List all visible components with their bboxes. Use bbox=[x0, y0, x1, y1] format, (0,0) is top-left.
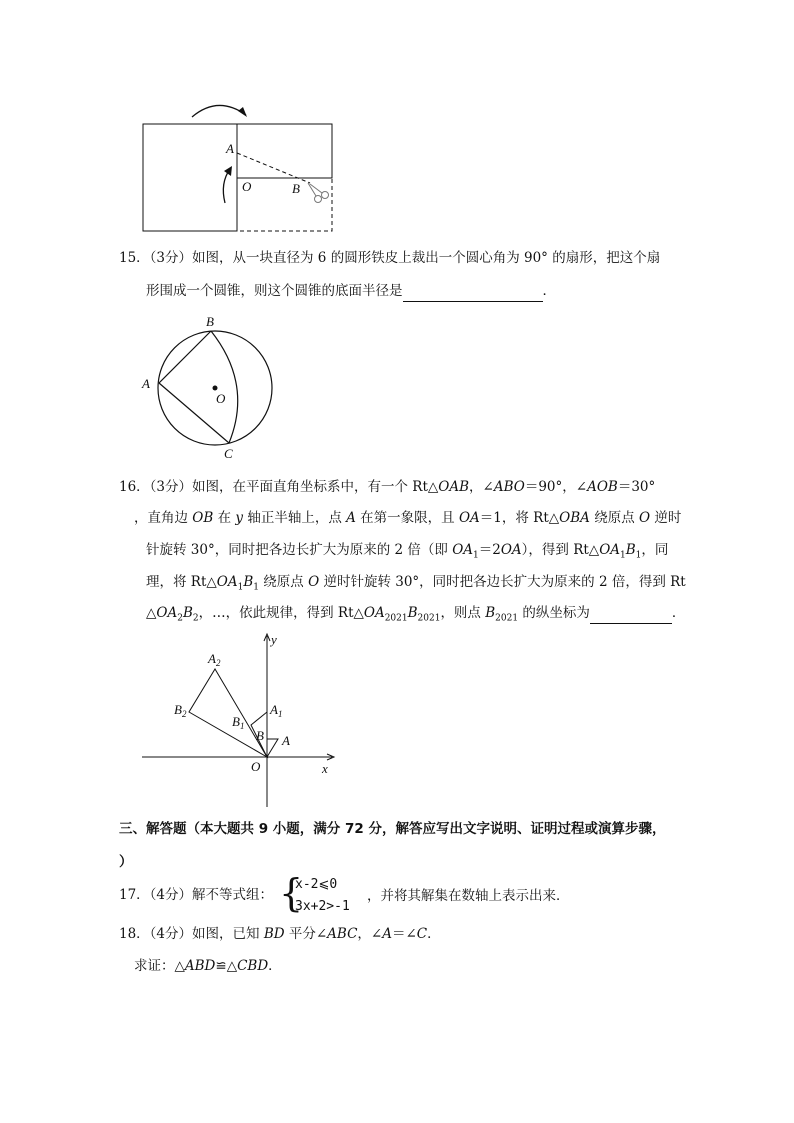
q18-line1 bbox=[119, 924, 441, 944]
q16-l2-t5: 绕原点 bbox=[589, 510, 639, 526]
q18-a: A bbox=[382, 926, 392, 942]
q15-line2 bbox=[146, 281, 556, 302]
q16-l3-b: B bbox=[625, 542, 636, 558]
q16-l3-end: ，同 bbox=[641, 542, 669, 558]
q18-c: C bbox=[416, 926, 428, 942]
fig16-label-a: A bbox=[282, 733, 290, 748]
left-rectangle bbox=[143, 124, 237, 231]
coordinate-triangles-figure bbox=[140, 630, 350, 810]
q16-l2-o: O bbox=[639, 510, 651, 526]
q18-pre: 18．（4分）如图，已知 bbox=[119, 926, 264, 942]
q16-l5-b2: B bbox=[407, 605, 418, 621]
q16-l2-pre: ，直角边 bbox=[134, 510, 193, 526]
q17-brace: { bbox=[279, 871, 304, 915]
fold-arrow-top-head bbox=[238, 107, 247, 117]
q16-line3 bbox=[146, 540, 668, 566]
fig16-label-a2-letter: A bbox=[208, 651, 216, 666]
q16-l1-mid: ＝90°，∠ bbox=[524, 479, 588, 495]
q18-t1: 平分∠ bbox=[284, 926, 328, 942]
fig15-label-c: C bbox=[224, 446, 233, 461]
q18-t3: ＝∠ bbox=[391, 926, 417, 942]
q16-l1-oab: OAB bbox=[438, 479, 470, 495]
fig16-label-b1-sub: 1 bbox=[239, 721, 245, 731]
q16-l3-o: OA bbox=[599, 542, 621, 558]
fold-arrow-left-head bbox=[224, 166, 232, 176]
q16-l3-oa: OA bbox=[452, 542, 474, 558]
q16-l3-pre: 针旋转 30°，同时把各边长扩大为原来的 2 倍（即 bbox=[146, 542, 453, 558]
q16-l3-sub3: 1 bbox=[635, 550, 642, 561]
fig16-label-b: B bbox=[256, 728, 264, 743]
q18-abc: ABC bbox=[327, 926, 358, 942]
q16-l2-t1: 在 bbox=[213, 510, 236, 526]
fold-cut-figure bbox=[130, 95, 350, 237]
q16-l4-pre: 理，将 Rt△ bbox=[146, 574, 217, 590]
fig14-label-o: O bbox=[242, 179, 252, 194]
q16-l5-t2: ，则点 bbox=[440, 605, 486, 621]
q18-cong: ≌△ bbox=[215, 958, 238, 974]
fig16-label-a1 bbox=[269, 702, 282, 719]
q16-l1-aob: AOB bbox=[587, 479, 618, 495]
q16-l4-o: O bbox=[308, 574, 320, 590]
q16-l4-b: B bbox=[243, 574, 254, 590]
q16-l2-t6: 逆时 bbox=[650, 510, 682, 526]
fig16-label-b2 bbox=[174, 702, 187, 719]
q15-answer-blank bbox=[403, 281, 543, 302]
fig15-label-o: O bbox=[216, 391, 226, 406]
q16-l5-sub2: 2 bbox=[192, 613, 199, 624]
q17-inequality-1: x-2⩽0 bbox=[295, 877, 338, 892]
fig16-label-b2-letter: B bbox=[174, 702, 182, 717]
q16-l5-sub5: 2021 bbox=[495, 613, 519, 624]
q16-l5-b3: B bbox=[485, 605, 496, 621]
q18-t2: ，∠ bbox=[357, 926, 383, 942]
fig16-label-y: y bbox=[271, 632, 277, 647]
q17-prefix: 17．（4分）解不等式组： bbox=[119, 887, 274, 903]
q16-l3-sub2: 1 bbox=[620, 550, 626, 561]
q16-l3-sub1: 1 bbox=[473, 550, 479, 561]
q16-l5-end: ． bbox=[671, 605, 686, 621]
fig15-label-b: B bbox=[206, 314, 214, 329]
q16-l5-t3: 的纵坐标为 bbox=[518, 605, 590, 621]
q16-l4-t2: 逆时针旋转 30°，同时把各边长扩大为原来的 2 倍，得到 Rt bbox=[319, 574, 686, 590]
q18-line2 bbox=[134, 956, 282, 976]
center-point bbox=[213, 386, 218, 391]
q16-l3-t1: ），得到 Rt△ bbox=[521, 542, 600, 558]
q16-l5-sub4: 2021 bbox=[417, 613, 441, 624]
q16-l5-t1: ，…，依此规律，得到 Rt△ bbox=[198, 605, 364, 621]
q16-l3-oa2: OA bbox=[500, 542, 522, 558]
fig16-label-o: O bbox=[251, 759, 261, 774]
fig16-label-b2-sub: 2 bbox=[181, 709, 187, 719]
q18-cbd: CBD bbox=[237, 958, 269, 974]
q15-line2-text: 形围成一个圆锥，则这个圆锥的底面半径是 bbox=[146, 283, 403, 299]
q16-l1-pre: 16．（3分）如图，在平面直角坐标系中，有一个 Rt△ bbox=[119, 479, 439, 495]
q17-inequality-2: 3x+2>-1 bbox=[295, 899, 350, 914]
q16-l1-sep1: ，∠ bbox=[469, 479, 494, 495]
q16-line4 bbox=[146, 572, 686, 598]
q16-l5-b: B bbox=[182, 605, 193, 621]
q18-bd: BD bbox=[263, 926, 285, 942]
q16-l4-sub2: 1 bbox=[253, 582, 259, 593]
q16-line1 bbox=[119, 477, 655, 497]
folded-rectangle bbox=[237, 124, 332, 178]
fig16-label-a2-sub: 2 bbox=[215, 658, 221, 668]
q16-answer-blank bbox=[590, 603, 672, 624]
q16-l5-oa: OA bbox=[156, 605, 178, 621]
q16-l2-ob: OB bbox=[192, 510, 214, 526]
fig16-label-x: x bbox=[322, 761, 328, 776]
q18-proof-pre: 求证：△ bbox=[134, 958, 185, 974]
q16-l5-oa2: OA bbox=[363, 605, 385, 621]
triangle-oab bbox=[267, 739, 278, 757]
q16-l2-oa: OA bbox=[458, 510, 480, 526]
q16-l5-pre: △ bbox=[146, 605, 157, 621]
fig16-label-a1-letter: A bbox=[270, 702, 278, 717]
q16-l2-y: y bbox=[235, 510, 244, 526]
fig14-label-a: A bbox=[226, 141, 234, 156]
fig16-label-b1-letter: B bbox=[232, 714, 240, 729]
q16-l3-eq: ＝2 bbox=[478, 542, 501, 558]
fold-arrow-top bbox=[192, 105, 246, 117]
fig16-label-a1-sub: 1 bbox=[277, 709, 283, 719]
fig16-label-a2 bbox=[207, 651, 221, 668]
fig14-label-b: B bbox=[292, 181, 300, 196]
q16-l2-t2: 轴正半轴上，点 bbox=[243, 510, 347, 526]
q15-line1: 15．（3分）如图，从一块直径为 6 的圆形铁皮上裁出一个圆心角为 90° 的扇形，把这个扇 bbox=[119, 250, 661, 266]
fig15-label-a: A bbox=[142, 376, 150, 391]
q18-t4: ． bbox=[427, 926, 441, 942]
q18-abd: ABD bbox=[184, 958, 216, 974]
triangle-oa2b2 bbox=[189, 669, 267, 757]
q16-l5-sub3: 2021 bbox=[384, 613, 408, 624]
q16-line2 bbox=[134, 508, 681, 528]
q17-suffix: ，并将其解集在数轴上表示出来． bbox=[367, 888, 570, 904]
q16-l2-t3: 在第一象限，且 bbox=[355, 510, 459, 526]
q16-l2-t4: ＝1，将 Rt△ bbox=[479, 510, 560, 526]
q16-l4-sub1: 1 bbox=[237, 582, 244, 593]
q18-proof-end: ． bbox=[268, 958, 282, 974]
circle-sector-figure bbox=[135, 312, 285, 462]
scissors-icon bbox=[308, 183, 329, 203]
q16-l1-end: ＝30° bbox=[617, 479, 656, 495]
q16-l5-sub1: 2 bbox=[177, 613, 183, 624]
section3-heading-line1: 三、解答题（本大题共 9 小题，满分 72 分，解答应写出文字说明、证明过程或演算步骤， bbox=[119, 821, 666, 837]
q16-l4-t1: 绕原点 bbox=[258, 574, 309, 590]
q16-l1-abo: ABO bbox=[493, 479, 525, 495]
q15-line2-end: ． bbox=[542, 283, 556, 299]
q16-l2-oba: OBA bbox=[559, 510, 590, 526]
q16-l2-a: A bbox=[346, 510, 356, 526]
section3-heading-line2: ） bbox=[119, 854, 133, 870]
q16-line5 bbox=[146, 603, 685, 629]
q16-l4-oa: OA bbox=[216, 574, 238, 590]
